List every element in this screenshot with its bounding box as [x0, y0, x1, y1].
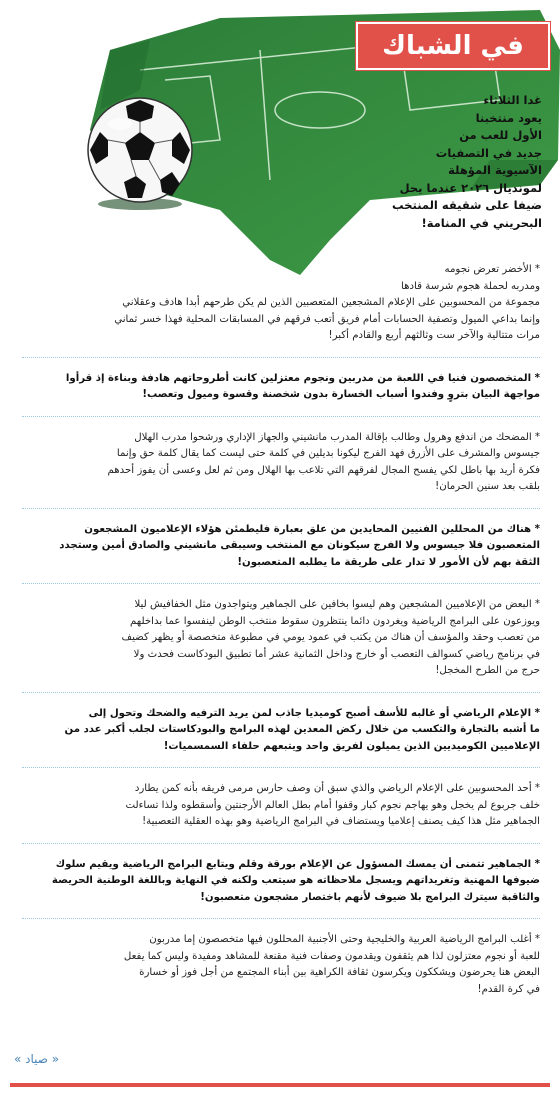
- lead-line: الأول للعب من: [459, 128, 542, 142]
- body-paragraph: [22, 262, 540, 345]
- paragraph-line: * المتخصصون فنيا في اللعبة من مدربين ونجوم معتزلين كانت أطروحاتهم هادفة وبناءة إذ قرأوا: [65, 372, 540, 384]
- paragraph-line: ضيوفها المهنية وتغريداتهم ويسجل ملاحظاته هو سيتعب ولكنه في النهاية وباللغة الوطنية الحريصة: [51, 875, 540, 886]
- bold-paragraph: [22, 371, 540, 404]
- paragraph-line: * الإعلام الرياضي أو غالبه للأسف أصبح كوميديا جاذب لمن يريد الترفيه والضحك وتحول إلى: [88, 707, 540, 719]
- paragraph-line: والثاقبة سيترك البرامج بلا ضيوف لأنهم باختصار مشجعون متعصبون!: [200, 891, 540, 903]
- paragraph-line: حرج من الطرح المخجل!: [435, 665, 540, 676]
- paragraph-line: البعض هنا يحرضون ويشككون ويكرسون ثقافة الكراهية بين أبناء المجتمع من أجل فوز أو خسارة: [139, 967, 540, 978]
- paragraph-line: فكرة أريد بها باطل لكي يفسح المجال لفرقهم التي تلاعب بها الهلال ومن ثم لعل وعسى أن يفوز أحدهم: [107, 464, 540, 476]
- paragraph-line: * المضحك من اندفع وهرول وطالب بإقالة المدرب مانشيني والجهاز الإداري ورشحوا مدرب الهلال: [134, 431, 540, 443]
- paragraph-line: ومدربه لحملة هجوم شرسة قادها: [401, 280, 540, 292]
- bold-paragraph: [22, 522, 540, 572]
- paragraph-line: الجماهير مثل هذا كيف يصنف إعلاميا ويستضاف في البرامج الرياضية وهو بهذه العقلية التعصبية!: [142, 816, 540, 827]
- lead-line: ضيفا على شقيقه المنتخب: [392, 198, 542, 212]
- lead-line: يعود منتخبنا: [475, 110, 542, 125]
- paragraph-line: من تعصب وحقد والمؤسف أن هناك من يكتب في عمود يومي في مطبوعة متخصصة أو يظهر كضيف: [121, 632, 540, 643]
- section-title: في الشباك: [382, 31, 524, 61]
- paragraph-line: * هناك من المحللين الفنيين المحايدين من علق بعبارة فليطمئن هؤلاء الإعلاميون المشجعون: [84, 523, 540, 535]
- body-paragraph: [22, 781, 540, 831]
- bold-paragraph: [22, 706, 540, 756]
- section-divider: [22, 692, 540, 694]
- section-divider: [22, 357, 540, 359]
- paragraph-line: * أغلب البرامج الرياضية العربية والخليجية وحتى الأجنبية المحللون فيها متخصصون إما مدربون: [149, 934, 540, 945]
- bottom-accent-bar: [10, 1083, 550, 1087]
- paragraph-line: * الجماهير تتمنى أن يمسك المسؤول عن الإعلام بورقة وقلم ويتابع البرامج الرياضية ويقيم سلوك: [55, 858, 540, 870]
- lead-line: الآسيوية المؤهلة: [448, 163, 542, 177]
- paragraph-line: خلف جربوع لم يخجل وهو يهاجم نجوم كبار وقفوا أمام بطل العالم الأرجنتين وأسقطوه ولذا تساءلت: [125, 799, 540, 811]
- section-divider: [22, 843, 540, 845]
- paragraph-line: المتعصبون فلا جيسوس ولا الفرج سيكونان مع المنتخب وسيبقى مانشيني والصادق أمين وستجدد: [59, 540, 540, 551]
- author-signature: « صياد »: [14, 1052, 60, 1066]
- article-body: [22, 262, 540, 998]
- paragraph-line: مواجهة البيان بتروٍ وفندوا أسباب الخسارة بدون شخصنة وقسوة وميول وتعصب!: [142, 389, 540, 400]
- paragraph-line: وإنما بداعي الميول وتصفية الحسابات أمام فريق أتعب فرقهم في المسابقات المحلية فهذا خسر ثماني: [114, 313, 540, 325]
- section-divider: [22, 416, 540, 418]
- lead-line: جديد في التصفيات: [435, 145, 542, 160]
- paragraph-line: في كرة القدم!: [477, 983, 540, 995]
- section-divider: [22, 583, 540, 585]
- paragraph-line: * أحد المحسوبين على الإعلام الرياضي والذي سبق أن وصف حارس مرمى فريقه بأنه كمن يطارد: [134, 783, 540, 794]
- body-paragraph: [22, 932, 540, 998]
- paragraph-line: جيسوس والمشرف على الأزرق فهد الفرج ليكونا بديلين في كلمة حتى ليست كما يقال كلمة حق وإنما: [116, 448, 540, 459]
- section-divider: [22, 767, 540, 769]
- paragraph-line: للعبة أو نجوم معتزلون لذا هم يثقفون ويقدمون وصفات فنية مقنعة للمشاهد ومفيدة وليس كما يفعل: [123, 950, 540, 962]
- section-divider: [22, 508, 540, 510]
- paragraph-line: ما أشبه بالتجارة والتكسب من خلال ركض المعدين لهذه البرامج والبودكاستات لجلب أكبر عدد من: [64, 724, 540, 735]
- section-title-badge: [356, 22, 550, 70]
- paragraph-line: بلقب بعد سنين الحرمان!: [435, 481, 540, 492]
- paragraph-line: الإعلاميين الكوميديين الذين يميلون لفريق واحد ويتبعهم حلفاء السمسميات!: [163, 740, 540, 752]
- paragraph-line: مرات متتالية والآخر ست وثالثهم أربع والقادم أكبر!: [328, 330, 540, 341]
- body-paragraph: [22, 430, 540, 496]
- paragraph-line: * البعض من الإعلاميين المشجعين وهم ليسوا بخافين على الجماهير ويتواجدون مثل الخفافيش ليلا: [134, 599, 540, 610]
- lead-paragraph: [284, 92, 542, 232]
- paragraph-line: الثقة بهم لأن الأمور لا تدار على طريقة ما يطلبه المتعصبون!: [237, 556, 540, 568]
- paragraph-line: في برنامج رياضي كسوالف التعصب أو خارج وداخل الثمانية عشر أما تطبيق البودكاست فحدث ولا: [133, 648, 540, 660]
- soccer-ball-icon: [80, 92, 200, 212]
- paragraph-line: * الأخضر تعرض نجومه: [444, 264, 540, 275]
- lead-line: البحريني في المنامة!: [421, 215, 542, 230]
- lead-line: لمونديال ٢٠٢٦ عندما يحل: [399, 180, 542, 195]
- section-divider: [22, 918, 540, 920]
- body-paragraph: [22, 597, 540, 680]
- paragraph-line: ويوزعون على البرامج الرياضية ويغردون دائما ينتظرون سقوط منتخب الوطن لينفسوا عما بداخلهم: [130, 615, 540, 627]
- paragraph-line: مجموعة من المحسوبين على الإعلام المشجعين المتعصبين الذين لم يكن طرحهم أبدا هادف وعقلاني: [122, 297, 540, 308]
- lead-line: غدا الثلاثاء: [483, 93, 542, 107]
- bold-paragraph: [22, 857, 540, 907]
